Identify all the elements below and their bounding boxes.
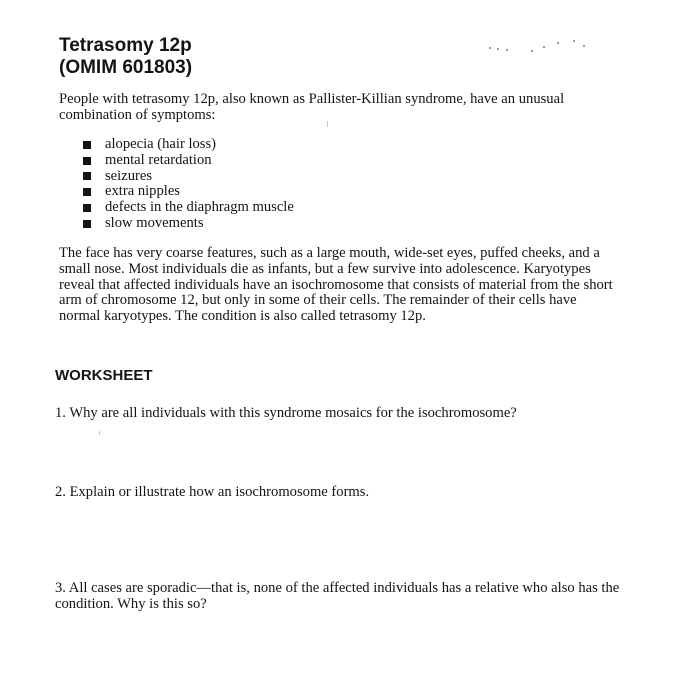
square-bullet-icon — [83, 204, 91, 212]
scan-speck — [543, 46, 545, 48]
square-bullet-icon — [83, 220, 91, 228]
scan-speck — [506, 49, 508, 51]
symptom-list — [83, 137, 294, 232]
scan-speck — [489, 47, 491, 49]
description-paragraph: The face has very coarse features, such as a large mouth, wide-set eyes, puffed cheeks, and a small nose. Most individuals die as infants, but a few survive into adolescence. Karyotypes reveal that affected individuals have an isochromosome that consists of material from the short arm of chromosome 12, but only in some of their cells. The remainder of their cells have normal karyotypes. The condition is also called tetrasomy 12p. — [59, 245, 613, 325]
question-3: 3. All cases are sporadic—that is, none of the affected individuals has a relative who also has the condition. Why is this so? — [55, 580, 620, 612]
question-2: 2. Explain or illustrate how an isochromosome forms. — [55, 484, 370, 500]
scan-speck — [531, 50, 533, 52]
square-bullet-icon — [83, 172, 91, 180]
symptom-text: defects in the diaphragm muscle — [105, 199, 294, 216]
symptom-text: alopecia (hair loss) — [105, 136, 217, 152]
list-item — [83, 200, 294, 216]
scan-speck — [557, 42, 559, 44]
scan-mark — [327, 121, 328, 127]
square-bullet-icon — [83, 141, 91, 149]
scan-speck — [497, 48, 499, 50]
scan-speck — [573, 40, 575, 42]
square-bullet-icon — [83, 188, 91, 196]
list-item — [83, 153, 294, 169]
symptom-text: extra nipples — [105, 183, 180, 200]
list-item — [83, 216, 294, 232]
symptom-text: seizures — [105, 167, 153, 184]
scan-speck — [583, 45, 585, 47]
scan-specks — [485, 37, 595, 57]
symptom-text: slow movements — [105, 214, 204, 231]
list-item — [83, 184, 294, 200]
intro-paragraph: People with tetrasomy 12p, also known as Pallister-Killian syndrome, have an unusual combination of symptoms: — [59, 91, 565, 123]
list-item — [83, 169, 294, 185]
question-1: 1. Why are all individuals with this syndrome mosaics for the isochromosome? — [55, 405, 517, 421]
symptom-text: mental retardation — [105, 151, 212, 168]
scan-mark — [99, 431, 100, 435]
page-title: Tetrasomy 12p — [59, 35, 192, 56]
square-bullet-icon — [83, 157, 91, 165]
omim-number: (OMIM 601803) — [59, 57, 193, 78]
list-item — [83, 137, 294, 153]
worksheet-heading: WORKSHEET — [55, 367, 153, 384]
